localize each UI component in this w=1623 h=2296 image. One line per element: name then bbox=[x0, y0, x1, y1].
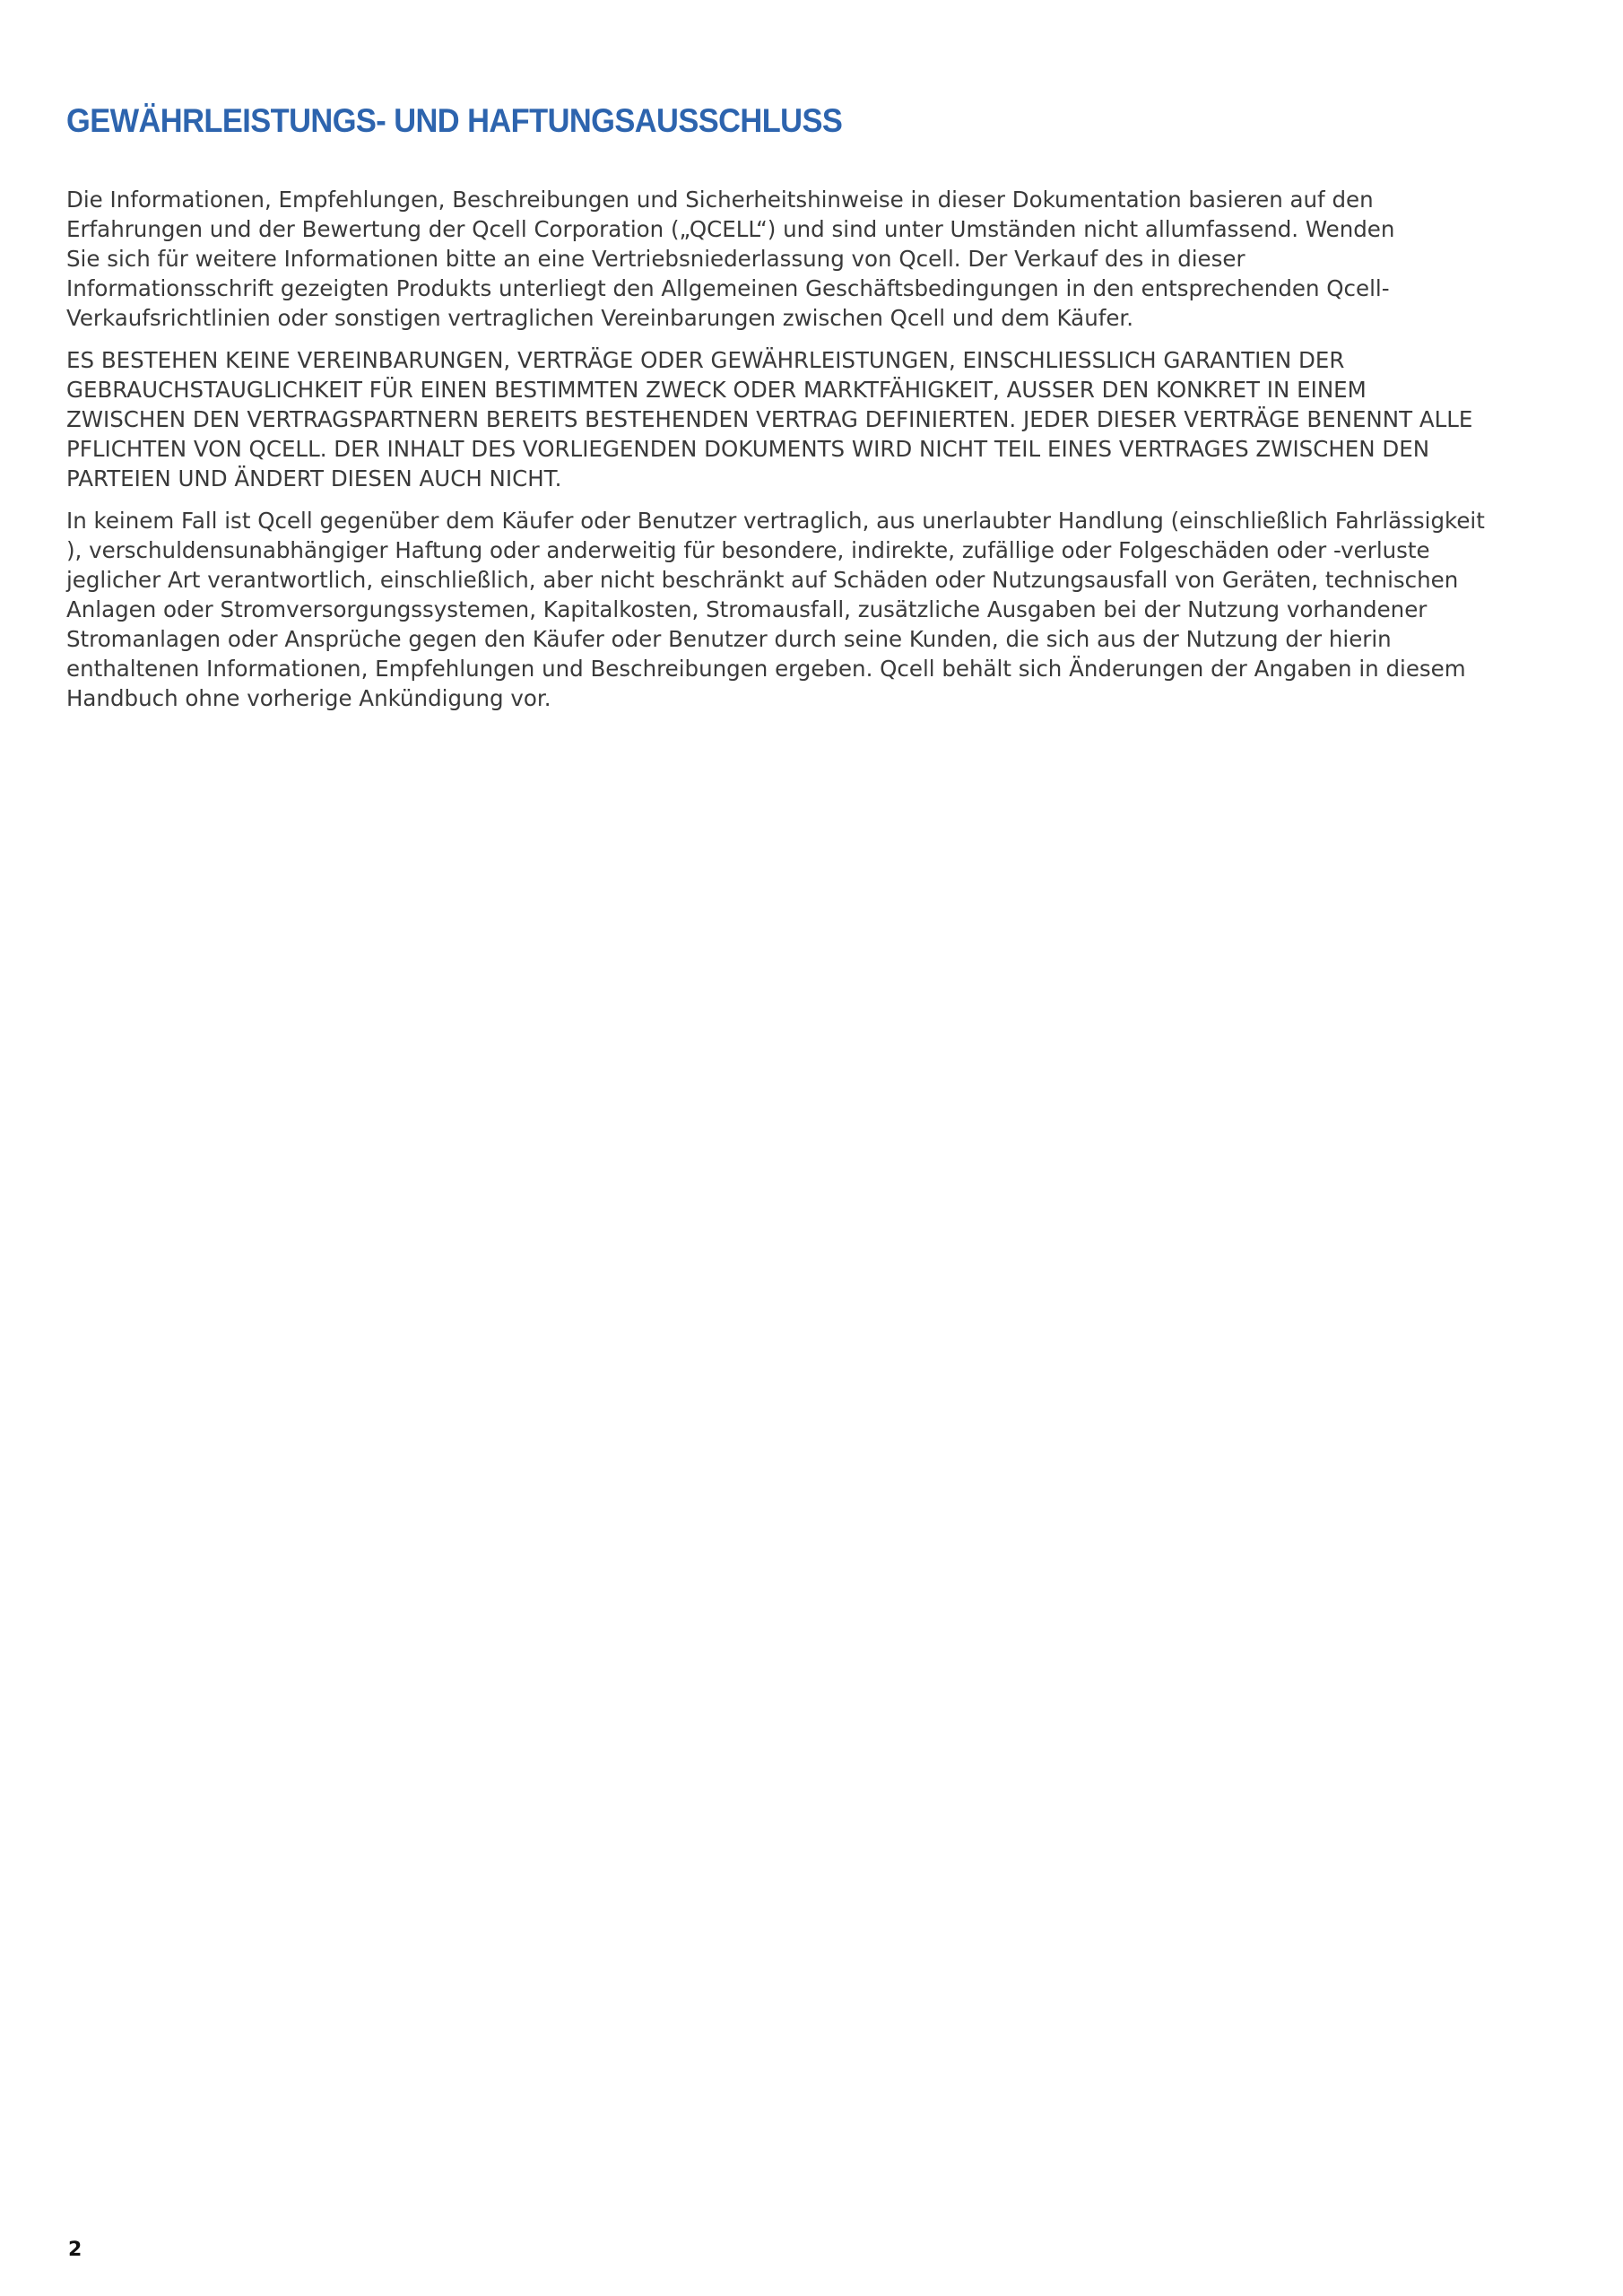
text-line: PFLICHTEN VON QCELL. DER INHALT DES VORLIEGENDEN DOKUMENTS WIRD NICHT TEIL EINES VERTRAGES ZWISCHEN DEN bbox=[66, 436, 1430, 462]
text-line: PARTEIEN UND ÄNDERT DIESEN AUCH NICHT. bbox=[66, 465, 562, 491]
text-line: Sie sich für weitere Informationen bitte an eine Vertriebsniederlassung von Qcell. Der Verkauf des in dieser bbox=[66, 246, 1245, 272]
text-line: Verkaufsrichtlinien oder sonstigen vertraglichen Vereinbarungen zwischen Qcell und dem Käufer. bbox=[66, 305, 1134, 331]
paragraph-disclaimer-intro bbox=[66, 185, 1537, 333]
text-line: Informationsschrift gezeigten Produkts unterliegt den Allgemeinen Geschäftsbedingungen in den entsprechenden Qcell- bbox=[66, 275, 1390, 301]
text-line: ES BESTEHEN KEINE VEREINBARUNGEN, VERTRÄGE ODER GEWÄHRLEISTUNGEN, EINSCHLIESSLICH GARANTIEN DER bbox=[66, 347, 1345, 373]
text-line: Stromanlagen oder Ansprüche gegen den Käufer oder Benutzer durch seine Kunden, die sich aus der Nutzung der hierin bbox=[66, 626, 1392, 652]
text-line: ZWISCHEN DEN VERTRAGSPARTNERN BEREITS BESTEHENDEN VERTRAG DEFINIERTEN. JEDER DIESER VERTRÄGE BENENNT ALLE bbox=[66, 406, 1473, 432]
paragraph-liability-limitation bbox=[66, 506, 1537, 713]
paragraph-no-warranty bbox=[66, 345, 1537, 493]
text-line: Erfahrungen und der Bewertung der Qcell Corporation („QCELL“) und sind unter Umständen nicht allumfassend. Wenden bbox=[66, 216, 1395, 242]
text-line: enthaltenen Informationen, Empfehlungen und Beschreibungen ergeben. Qcell behält sich Änderungen der Angaben in diesem bbox=[66, 656, 1466, 682]
text-line: Die Informationen, Empfehlungen, Beschreibungen und Sicherheitshinweise in dieser Dokumentation basieren auf den bbox=[66, 187, 1374, 213]
page-content bbox=[66, 100, 1537, 726]
text-line: Handbuch ohne vorherige Ankündigung vor. bbox=[66, 685, 551, 711]
page-number: 2 bbox=[68, 2239, 82, 2261]
text-line: jeglicher Art verantwortlich, einschließlich, aber nicht beschränkt auf Schäden oder Nutzungsausfall von Geräten, technischen bbox=[66, 567, 1459, 593]
text-line: In keinem Fall ist Qcell gegenüber dem Käufer oder Benutzer vertraglich, aus unerlaubter Handlung (einschließlich Fahrlässigkeit bbox=[66, 508, 1485, 534]
page-title: GEWÄHRLEISTUNGS- UND HAFTUNGSAUSSCHLUSS bbox=[66, 102, 843, 139]
text-line: Anlagen oder Stromversorgungssystemen, Kapitalkosten, Stromausfall, zusätzliche Ausgaben bei der Nutzung vorhandener bbox=[66, 596, 1428, 622]
text-line: GEBRAUCHSTAUGLICHKEIT FÜR EINEN BESTIMMTEN ZWECK ODER MARKTFÄHIGKEIT, AUSSER DEN KONKRET IN EINEM bbox=[66, 377, 1367, 403]
text-line: ), verschuldensunabhängiger Haftung oder anderweitig für besondere, indirekte, zufällige oder Folgeschäden oder -verluste bbox=[66, 537, 1430, 563]
